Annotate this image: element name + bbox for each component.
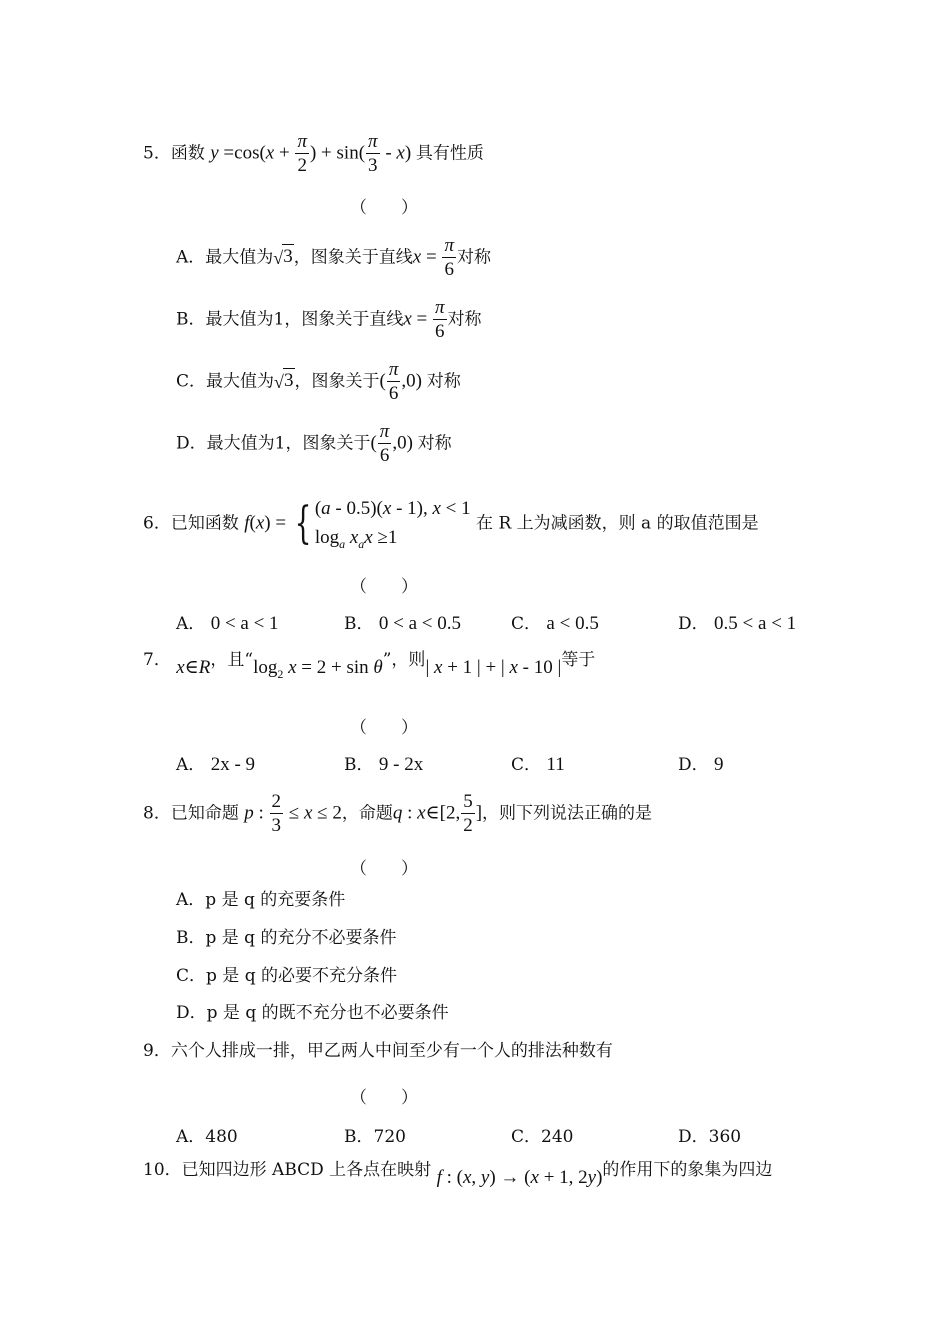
choice-d: D． 9 [678, 754, 724, 775]
option-text: 对称 [417, 433, 452, 454]
option-b: B．最大值为1，图象关于直线x = $\frac{\pi}{6}$ 对称 [176, 297, 482, 342]
option-label: B． [176, 309, 206, 330]
question-6-stem: 6．已知函数 f(x) = { (a - 0.5)(x - 1), x < 1 $\log_a x_ax \ge 1$ 在 R 上为减函数，则 a 的取值范围是 [143, 497, 759, 552]
choice-c: C． 11 [511, 754, 565, 775]
option-c: C．p 是 q 的必要不充分条件 [176, 966, 397, 986]
question-text: ，且“ [210, 650, 254, 670]
answer-blank: （ ） [350, 198, 418, 218]
question-text: 已知命题 [170, 803, 239, 824]
question-10-stem: 10．已知四边形 ABCD 上各点在映射 f : (x, y) → (x + 1, 2y)的作用下的象集为四边 [143, 1160, 773, 1188]
question-text-suffix: ，则下列说法正确的是 [482, 803, 653, 824]
choice-b: B．720 [344, 1127, 406, 1147]
question-7-stem: 7． x∈R，且“$\log_2$ x = 2 + sin θ”，则| x + 1 | + | x - 10 |等于 [143, 650, 596, 681]
option-d: D．p 是 q 的既不充分也不必要条件 [176, 1003, 449, 1023]
question-8-stem: 8．已知命题 p : $\frac{2}{3}$ ≤ x ≤ 2，命题q : x∈[2, $\frac{5}{2}$ ]，则下列说法正确的是 [143, 791, 653, 836]
option-text: 对称 [426, 371, 461, 392]
question-number: 7． [143, 650, 171, 670]
question-number: 6． [143, 513, 171, 534]
option-text: 最大值为1，图象关于 [206, 433, 371, 454]
choice-a: A． 0 < a < 1 [176, 613, 279, 634]
question-number: 8． [143, 803, 171, 824]
question-text-suffix: 的作用下的象集为四边 [602, 1160, 773, 1180]
option-text: 对称 [447, 309, 482, 330]
question-text: 已知四边形 ABCD 上各点在映射 [181, 1160, 432, 1180]
option-label: C． [176, 371, 207, 392]
option-c: C．最大值为 √ 3，图象关于( $\frac{\pi}{6}$ ,0) 对称 [176, 359, 461, 404]
option-label: D． [176, 433, 207, 454]
question-number: 9． [143, 1041, 171, 1061]
option-text: 最大值为 [205, 247, 274, 268]
option-text: 最大值为 [206, 371, 275, 392]
question-text: 已知函数 [170, 513, 239, 534]
choice-b: B． 0 < a < 0.5 [344, 613, 462, 634]
answer-blank: （ ） [350, 1088, 418, 1108]
choice-c: C． a < 0.5 [511, 613, 599, 634]
answer-blank: （ ） [350, 859, 418, 879]
question-9-stem [143, 1043, 613, 1060]
option-d: D．最大值为1，图象关于( $\frac{\pi}{6}$ ,0) 对称 [176, 421, 452, 466]
answer-blank: （ ） [350, 577, 418, 597]
choice-a: A．480 [176, 1127, 238, 1147]
question-5-stem: 5．函数 y =cos(x + $\frac{\pi}{2}$ ) + sin( $\frac{\pi}{3}$ - x) 具有性质 [143, 131, 484, 176]
option-text: 对称 [456, 247, 491, 268]
option-a: A．最大值为 √ 3，图象关于直线x = $\frac{\pi}{6}$ 对称 [176, 235, 491, 280]
question-number: 5． [143, 143, 171, 164]
question-text-suffix: 等于 [561, 650, 596, 670]
option-text: ，图象关于 [294, 371, 380, 392]
question-text-suffix: 在 R 上为减函数，则 a 的取值范围是 [476, 513, 759, 534]
answer-blank: （ ） [350, 718, 418, 738]
choice-d: D． 0.5 < a < 1 [678, 613, 797, 634]
choice-a: A． 2x - 9 [176, 754, 256, 775]
question-text: 六个人排成一排，甲乙两人中间至少有一个人的排法种数有 [170, 1041, 613, 1061]
option-text: ，图象关于直线 [293, 247, 413, 268]
question-text: ”，则 [382, 650, 426, 670]
question-text: ，命题 [341, 803, 393, 824]
question-number: 10． [143, 1160, 182, 1180]
question-text-suffix: 具有性质 [415, 143, 484, 164]
option-label: A． [176, 247, 206, 268]
option-a: A．p 是 q 的充要条件 [176, 890, 346, 910]
choice-b: B． 9 - 2x [344, 754, 424, 775]
option-text: 最大值为1，图象关于直线 [205, 309, 404, 330]
formula: y [210, 142, 219, 164]
option-b: B．p 是 q 的充分不必要条件 [176, 928, 397, 948]
choice-d: D．360 [678, 1127, 742, 1147]
question-text: 函数 [170, 143, 205, 164]
choice-c: C．240 [511, 1127, 574, 1147]
